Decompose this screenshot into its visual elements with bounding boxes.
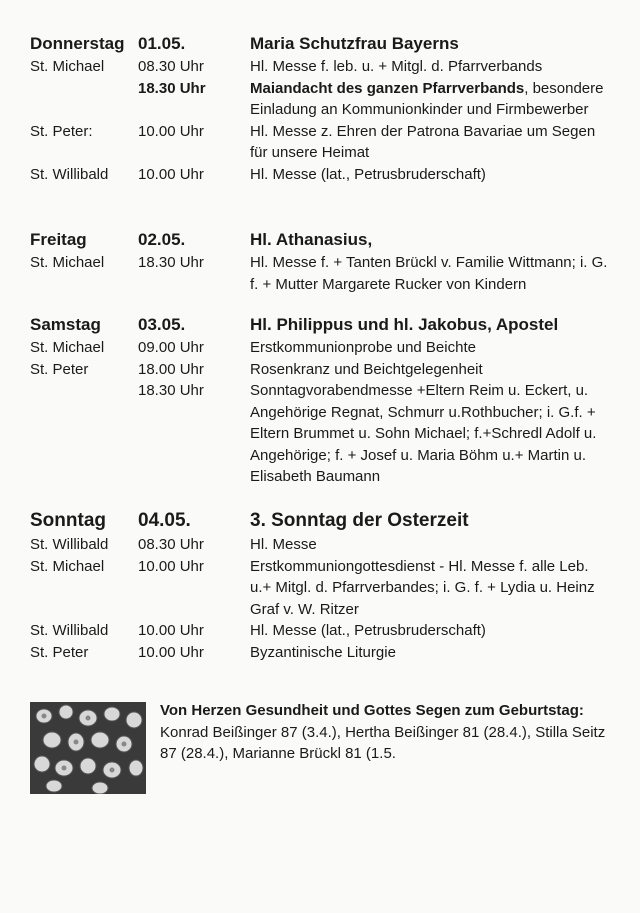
service-description: Hl. Messe f. leb. u. + Mitgl. d. Pfarrverbands (250, 58, 543, 75)
service-details: , besondere Einladung an Kommunionkinder und Firmbewerber (250, 79, 604, 118)
service-time: 10.00 Uhr (138, 122, 204, 140)
birthday-greetings (30, 700, 610, 794)
service-row (30, 620, 610, 642)
service-row (30, 121, 610, 164)
service-description: Rosenkranz und Beichtgelegenheit (250, 360, 483, 378)
service-time: 09.00 Uhr (138, 339, 204, 356)
church: St. Willibald (30, 536, 109, 553)
day-saturday (30, 313, 610, 488)
weekday: Sonntag (30, 510, 106, 531)
service-time: 18.30 Uhr (138, 79, 206, 97)
weekday: Donnerstag (30, 34, 125, 53)
service-description: Sonntagvorabendmesse +Eltern Reim u. Eckert, u. Angehörige Regnat, Schmurr u.Rothbucher; i. G.f. + Eltern Brummet u. Sohn Michael; f.+Schredl Adolf u. Angehörige; f. + Josef u. Maria Böhm u.+ Martin u. Elisabeth Baumann (250, 382, 597, 485)
day-header (30, 508, 610, 534)
feast-title: 3. Sonntag der Osterzeit (250, 510, 469, 531)
feast-title: Hl. Athanasius, (250, 230, 373, 249)
birthday-title: Von Herzen Gesundheit und Gottes Segen zum Geburtstag: (160, 702, 584, 719)
church: St. Michael (30, 557, 105, 575)
service-row (30, 164, 610, 186)
service-row (30, 380, 610, 488)
day-thursday (30, 32, 610, 185)
day-sunday (30, 508, 610, 663)
service-description: Erstkommunionprobe und Beichte (250, 339, 476, 356)
service-time: 10.00 Uhr (138, 643, 204, 661)
service-time: 18.30 Uhr (138, 382, 204, 399)
church: St. Peter: (30, 122, 93, 140)
service-description: Hl. Messe z. Ehren der Patrona Bavariae um Segen für unsere Heimat (250, 122, 596, 161)
date: 03.05. (138, 315, 186, 334)
feast-title: Maria Schutzfrau Bayerns (250, 34, 459, 53)
weekday: Freitag (30, 230, 87, 249)
church: St. Michael (30, 58, 105, 75)
feast-title: Hl. Philippus und hl. Jakobus, Apostel (250, 315, 559, 334)
birthday-names: Konrad Beißinger 87 (3.4.), Hertha Beißinger 81 (28.4.), Stilla Seitz 87 (28.4.), Marianne Brückl 81 (1.5. (160, 723, 606, 762)
day-header (30, 228, 610, 252)
church: St. Peter (30, 360, 89, 378)
service-row (30, 78, 610, 121)
flower-photo (30, 702, 146, 794)
service-description: Byzantinische Liturgie (250, 643, 396, 661)
church: St. Peter (30, 643, 89, 661)
service-row (30, 252, 610, 295)
church: St. Michael (30, 254, 105, 271)
day-header (30, 313, 610, 337)
service-time: 10.00 Uhr (138, 622, 204, 639)
day-friday (30, 228, 610, 295)
service-time: 10.00 Uhr (138, 165, 204, 183)
weekday: Samstag (30, 315, 101, 334)
service-row (30, 56, 610, 78)
service-time: 08.30 Uhr (138, 536, 204, 553)
church: St. Michael (30, 339, 105, 356)
service-description: Hl. Messe (lat., Petrusbruderschaft) (250, 165, 486, 183)
date: 01.05. (138, 34, 186, 53)
day-header (30, 32, 610, 56)
service-time: 18.30 Uhr (138, 254, 204, 271)
service-row (30, 337, 610, 359)
date: 04.05. (138, 510, 191, 531)
service-description: Hl. Messe f. + Tanten Brückl v. Familie Wittmann; i. G. f. + Mutter Margarete Rucker von Kindern (250, 254, 608, 293)
church: St. Willibald (30, 165, 109, 183)
service-highlight: Maiandacht des ganzen Pfarrverbands (250, 79, 525, 97)
service-row (30, 642, 610, 664)
service-description: Hl. Messe (250, 536, 317, 553)
date: 02.05. (138, 230, 186, 249)
service-description: Erstkommuniongottesdienst - Hl. Messe f. alle Leb. u.+ Mitgl. d. Pfarrverbandes; i. G. f. + Lydia u. Heinz Graf v. W. Ritzer (250, 557, 595, 618)
service-row (30, 359, 610, 381)
service-time: 10.00 Uhr (138, 557, 204, 575)
service-row (30, 556, 610, 621)
birthday-text-block (160, 700, 610, 794)
service-time: 08.30 Uhr (138, 58, 204, 75)
service-row (30, 534, 610, 556)
service-description: Hl. Messe (lat., Petrusbruderschaft) (250, 622, 486, 639)
church: St. Willibald (30, 622, 109, 639)
service-time: 18.00 Uhr (138, 360, 204, 378)
service-description (250, 78, 610, 121)
